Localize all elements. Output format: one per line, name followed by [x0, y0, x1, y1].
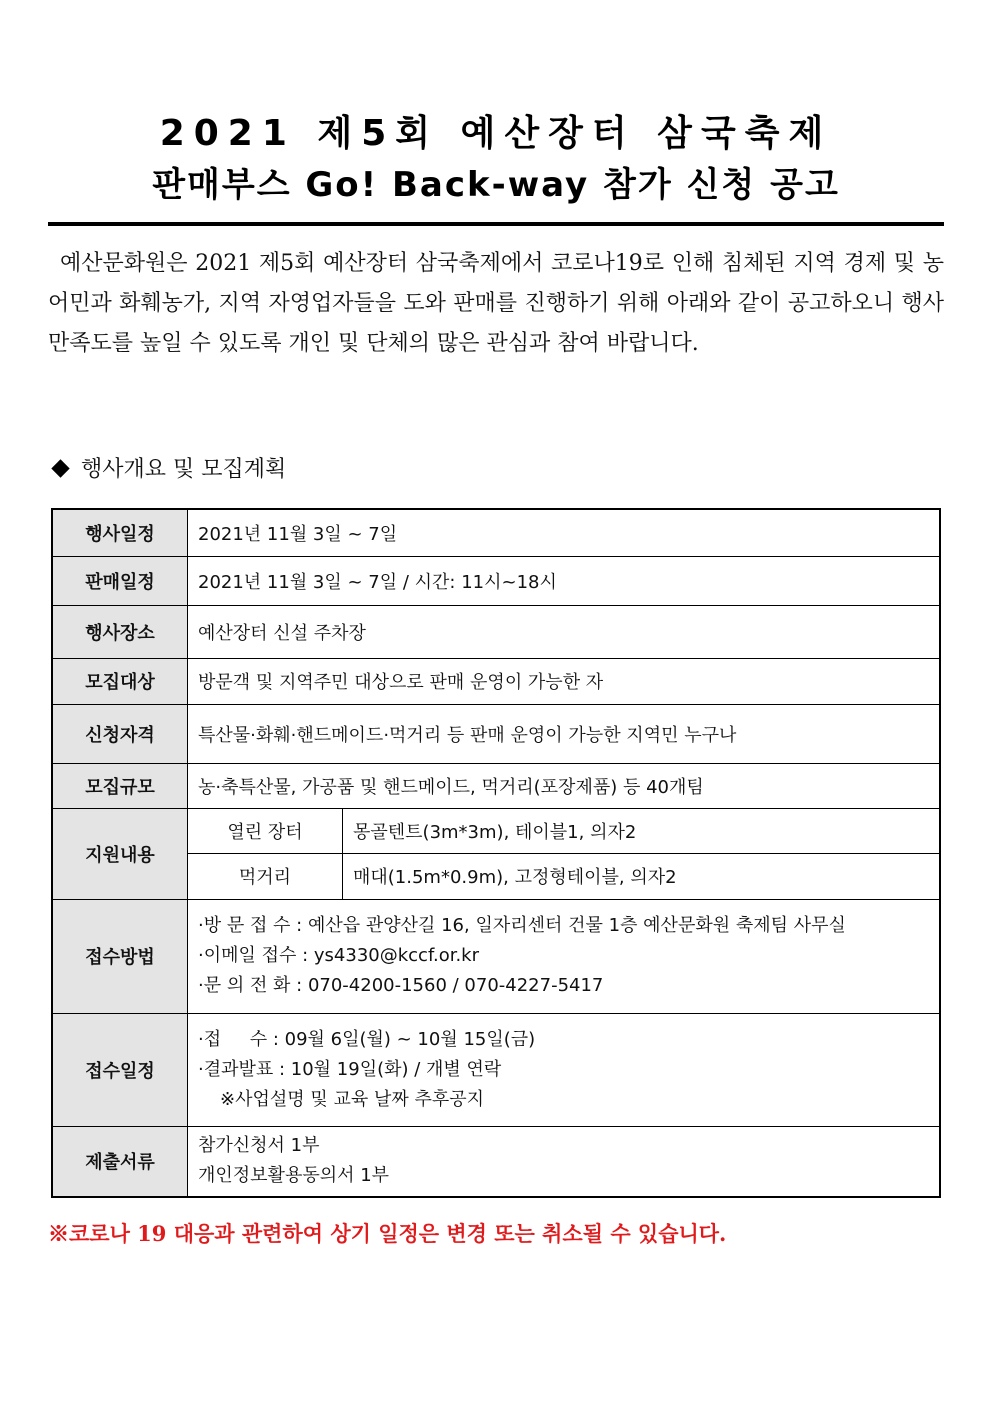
- row-header-submission-method: 접수방법: [52, 899, 188, 1013]
- row-value-scale: 농·축특산물, 가공품 및 핸드메이드, 먹거리(포장제품) 등 40개팀: [188, 763, 941, 808]
- table-row-submission-schedule: [52, 1013, 940, 1126]
- table-row-eligibility: [52, 704, 940, 763]
- row-value-submission-method: [188, 899, 941, 1013]
- intro-paragraph: 예산문화원은 2021 제5회 예산장터 삼국축제에서 코로나19로 인해 침체된 지역 경제 및 농어민과 화훼농가, 지역 자영업자들을 도와 판매를 진행하기 위해 아래와 같이 공고하오니 행사 만족도를 높일 수 있도록 개인 및 단체의 많은 관심과 참여 바랍니다.: [48, 251, 944, 356]
- row-header-sales-period: 판매일정: [52, 556, 188, 605]
- row-value-submission-schedule: [188, 1013, 941, 1126]
- row-header-submission-schedule: 접수일정: [52, 1013, 188, 1126]
- support-value-food: 매대(1.5m*0.9m), 고정형테이블, 의자2: [343, 853, 941, 899]
- table-row-documents: [52, 1126, 940, 1197]
- page-title-line2: 판매부스 Go! Back-way 참가 신청 공고: [152, 165, 840, 205]
- row-value-documents: [188, 1126, 941, 1197]
- section-heading: [48, 450, 286, 490]
- submission-method-email: ·이메일 접수 : ys4330@kccf.or.kr: [198, 945, 480, 966]
- diamond-bullet-icon: [51, 459, 69, 477]
- table-row-target: [52, 658, 940, 704]
- submission-method-phone: ·문 의 전 화 : 070-4200-1560 / 070-4227-5417: [198, 975, 604, 996]
- row-value-event-period: 2021년 11월 3일 ~ 7일: [188, 509, 941, 556]
- row-header-scale: 모집규모: [52, 763, 188, 808]
- submission-method-visit: ·방 문 접 수 : 예산읍 관양산길 16, 일자리센터 건물 1층 예산문화원 축제팀 사무실: [198, 915, 846, 936]
- row-value-venue: 예산장터 신설 주차장: [188, 605, 941, 658]
- row-header-documents: 제출서류: [52, 1126, 188, 1197]
- table-row-event-period: [52, 509, 940, 556]
- document-privacy-consent: 개인정보활용동의서 1부: [198, 1165, 390, 1187]
- section-heading-text: 행사개요 및 모집계획: [81, 457, 287, 482]
- page-title-line1: 2021 제5회 예산장터 삼국축제: [159, 113, 833, 154]
- row-header-venue: 행사장소: [52, 605, 188, 658]
- row-value-sales-period: 2021년 11월 3일 ~ 7일 / 시간: 11시~18시: [188, 556, 941, 605]
- table-row-submission-method: [52, 899, 940, 1013]
- row-value-target: 방문객 및 지역주민 대상으로 판매 운영이 가능한 자: [188, 658, 941, 704]
- table-row-scale: [52, 763, 940, 808]
- row-value-eligibility: 특산물·화훼·핸드메이드·먹거리 등 판매 운영이 가능한 지역민 누구나: [188, 704, 941, 763]
- schedule-reception: ·접 수 : 09월 6일(월) ~ 10월 15일(금): [198, 1028, 536, 1050]
- row-header-support: 지원내용: [52, 808, 188, 899]
- support-value-open-market: 몽골텐트(3m*3m), 테이블1, 의자2: [343, 808, 941, 853]
- table-row-support-open-market: [52, 808, 940, 853]
- title-divider: [48, 222, 944, 226]
- support-category-open-market: 열린 장터: [188, 808, 343, 853]
- table-row-venue: [52, 605, 940, 658]
- schedule-results: ·결과발표 : 10월 19일(화) / 개별 연락: [198, 1058, 502, 1080]
- covid-notice: ※코로나 19 대응과 관련하여 상기 일정은 변경 또는 취소될 수 있습니다.: [48, 1221, 727, 1246]
- event-info-table: [51, 508, 941, 1198]
- row-header-target: 모집대상: [52, 658, 188, 704]
- row-header-eligibility: 신청자격: [52, 704, 188, 763]
- support-category-food: 먹거리: [188, 853, 343, 899]
- table-row-sales-period: [52, 556, 940, 605]
- document-application-form: 참가신청서 1부: [198, 1135, 320, 1157]
- schedule-note: ※사업설명 및 교육 날짜 추후공지: [220, 1088, 485, 1110]
- row-header-event-period: 행사일정: [52, 509, 188, 556]
